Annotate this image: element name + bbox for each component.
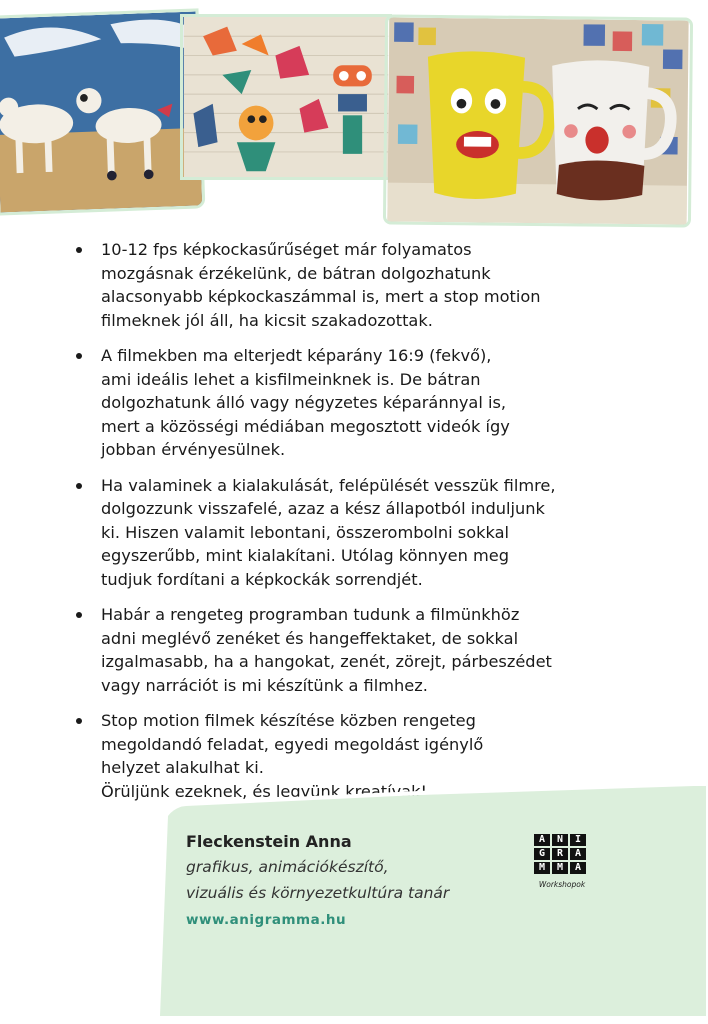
bullet-icon (76, 718, 82, 724)
clay-horses-photo (0, 8, 205, 215)
logo-letter: A (570, 862, 586, 874)
website-link[interactable]: www.anigramma.hu (186, 912, 347, 928)
author-role-line1: grafikus, animációkészítő, (186, 858, 389, 876)
logo-letter: R (552, 848, 568, 860)
tip-text: 10-12 fps képkockasűrűséget már folyamatos mozgásnak érzékelünk, de bátran dolgozhatunk alacsonyabb képkockaszámmal is, mert a stop motion filmeknek jól áll, ha kicsit szakadozottak. (101, 240, 541, 330)
logo-letter: M (552, 862, 568, 874)
anigramma-logo (534, 834, 590, 889)
logo-letter: N (552, 834, 568, 846)
tips-list (76, 238, 636, 815)
logo-letter-grid (534, 834, 590, 874)
list-item (76, 474, 636, 592)
tip-text: Habár a rengeteg programban tudunk a filmünkhöz adni meglévő zenéket és hangeffektaket, de sokkal izgalmasabb, ha a hangokat, zenét, zörejt, párbeszédet vagy narrációt is mi készítünk a filmhez. (101, 605, 552, 695)
paper-shapes-collage-photo (180, 14, 392, 180)
list-item (76, 603, 636, 697)
paper-collage-image (183, 17, 389, 177)
clay-horses-image (0, 12, 202, 213)
bullet-icon (76, 247, 82, 253)
logo-letter: A (570, 848, 586, 860)
decorated-mugs-photo (383, 14, 693, 227)
bullet-icon (76, 612, 82, 618)
mugs-image (386, 17, 690, 224)
logo-letter: I (570, 834, 586, 846)
bullet-icon (76, 353, 82, 359)
logo-letter: M (534, 862, 550, 874)
tip-text: Ha valaminek a kialakulását, felépülését vesszük filmre, dolgozzunk visszafelé, azaz a kész állapotból induljunk ki. Hiszen valamit lebontani, összerombolni sokkal egyszerűbb, mint kialakítani. Utólag könnyen meg tudjuk fordítani a képkockák sorrendjét. (101, 475, 556, 589)
logo-subtitle: Workshopok (538, 880, 586, 889)
tip-text: Stop motion filmek készítése közben rengeteg megoldandó feladat, egyedi megoldást igénylő helyzet alakulhat ki. Örüljünk ezeknek, és legyünk kreatívak! (101, 711, 484, 801)
author-role-line2: vizuális és környezetkultúra tanár (186, 884, 450, 902)
bullet-icon (76, 483, 82, 489)
author-footer (146, 786, 706, 1016)
list-item (76, 344, 636, 462)
tip-text: A filmekben ma elterjedt képarány 16:9 (fekvő), ami ideális lehet a kisfilmeinknek is. De bátran dolgozhatunk álló vagy négyzetes képaránnyal is, mert a közösségi médiában megosztott videók így jobban érvényesülnek. (101, 346, 510, 459)
list-item (76, 238, 636, 332)
logo-letter: G (534, 848, 550, 860)
logo-letter: A (534, 834, 550, 846)
author-name: Fleckenstein Anna (186, 832, 352, 851)
